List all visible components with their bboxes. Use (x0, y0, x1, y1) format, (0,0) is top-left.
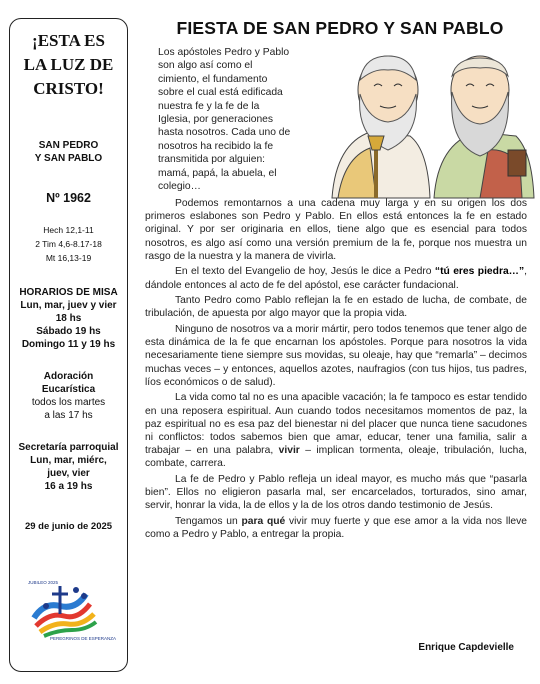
intro-line: nuestra fe y la fe de la (158, 100, 260, 112)
page-title: FIESTA DE SAN PEDRO Y SAN PABLO (176, 18, 504, 38)
emphasized-word: vivir (278, 445, 300, 457)
sidebar-title (10, 29, 127, 101)
paragraph-text: vivir muy fuerte y que ese amor a la vida nos lleve como a Pedro y Pablo, a entregar la propia. (145, 516, 527, 541)
saints-line: SAN PEDRO (38, 140, 99, 151)
paragraph (145, 391, 527, 470)
reading: Mt 16,13-19 (45, 253, 92, 263)
adoration-line: todos los martes (31, 397, 106, 408)
gospel-quote: “tú eres piedra…” (434, 266, 525, 278)
intro-line: son algo así como el (158, 60, 253, 72)
jubilee-logo (26, 572, 117, 642)
office-line: Secretaría parroquial (18, 442, 119, 453)
author-signature: Enrique Capdevielle (418, 642, 514, 653)
paragraph: La fe de Pedro y Pablo refleja un ideal mayor, es mucho más que “pasarla bien”. Ellos no eligieron pasarla mal, ser encarcelados, torturados, sino amar, servir, honrar la vida, la de ellos y la de los otros dando testimonio de Jesús. (145, 474, 527, 512)
intro-line: colegio… (158, 181, 201, 193)
paragraph: Podemos remontarnos a una cadena muy larga y en su origen los dos primeros eslabones son Pedro y Pablo. En ellos está entonces la fe en estado original. Y por ser originaria en ellos, tiene algo que es esencial para todos nosotros, es algo así como una versión premium de la fe, porque nos muestra un rasgo de la nuestra y la manera de vivirla. (145, 198, 527, 262)
intro-line: nosotros ha recibido la fe (158, 140, 274, 152)
issue-date: 29 de junio de 2025 (24, 521, 113, 532)
paragraph (145, 515, 527, 541)
paragraph-text: Tengamos un (175, 516, 242, 528)
emphasized-word: para qué (241, 516, 286, 528)
logo-text: JUBILEO 2025 (28, 580, 59, 585)
adoration-info (10, 370, 127, 422)
title-line: ¡ESTA ES (32, 31, 105, 50)
reading: 2 Tim 4,6-8.17-18 (35, 239, 102, 249)
mass-line: Domingo 11 y 19 hs (21, 339, 116, 350)
mass-line: Sábado 19 hs (36, 326, 101, 337)
paragraph-text: , dándole entonces al acto de fe del apóstol, ese carácter fundacional. (145, 266, 528, 291)
title-line: LA LUZ DE (23, 55, 114, 74)
intro-line: Iglesia, por generaciones (158, 114, 274, 126)
mass-line: Lun, mar, juev y vier (20, 300, 117, 311)
office-line: juev, vier (47, 468, 90, 479)
intro-line: cimiento, el fundamento (158, 73, 268, 85)
paragraph-text: En el texto del Evangelio de hoy, Jesús le dice a Pedro (175, 266, 435, 278)
saints-line: Y SAN PABLO (34, 153, 103, 164)
adoration-line: Adoración (43, 371, 94, 382)
logo-text: PEREGRINOS DE ESPERANZA (50, 636, 117, 641)
intro-line: transmitida por alguien: (158, 154, 266, 166)
paragraph: Ninguno de nosotros va a morir mártir, pero todos tenemos que tener algo de esta dinámica de la fe que encarnan los apóstoles. Porque para nosotros la vida necesariamente tiene siempre sus movidas, su oleaje, hay que “remarla” – decimos muchas veces – y entonces, aquellos azotes, naufragios (con tus hijos, tus padres, líos económicos o de salud). (145, 324, 528, 388)
paragraph (145, 265, 527, 291)
adoration-line: a las 17 hs (44, 410, 93, 421)
intro-line: hasta nosotros. Cada uno de (158, 127, 291, 139)
mass-schedule (10, 286, 127, 351)
readings (10, 223, 127, 265)
paragraph-text: – implican tormenta, oleaje, tribulación, lucha, combate, carrera. (145, 445, 527, 470)
title-line: CRISTO! (33, 79, 104, 98)
office-line: Lun, mar, miérc, (30, 455, 107, 466)
intro-line: mamá, papá, la abuela, el (158, 167, 277, 179)
issue-number: Nº 1962 (46, 191, 91, 205)
office-line: 16 a 19 hs (44, 481, 93, 492)
intro-paragraph (158, 46, 324, 193)
paragraph: Tanto Pedro como Pablo reflejan la fe en estado de lucha, de combate, de tribulación, de apuesta por algo mayor que la propia vida. (145, 295, 527, 320)
office-hours (10, 441, 127, 493)
reading: Hech 12,1-11 (43, 225, 94, 235)
mass-line: 18 hs (55, 313, 82, 324)
article-body (145, 197, 527, 544)
saints-heading (10, 139, 127, 165)
intro-line: Los apóstoles Pedro y Pablo (158, 47, 290, 58)
mass-schedule-title: HORARIOS DE MISA (19, 287, 118, 298)
paragraph-text: La vida como tal no es una apacible vacación; la fe tampoco es estar tendido en una reposera espiritual. Aun cuando todos necesitamos momentos de paz, la paz espiritual no es esa paz del bienestar ni del placer que nunca tiene sacudones ni conflictos: todos sabemos bien que amar, educar, tener una familia, salir a trabajar – en una palabra, (145, 392, 527, 457)
intro-line: sobre el cual está edificada (158, 87, 283, 99)
apostles-illustration (330, 40, 535, 198)
adoration-line: Eucarística (41, 384, 96, 395)
